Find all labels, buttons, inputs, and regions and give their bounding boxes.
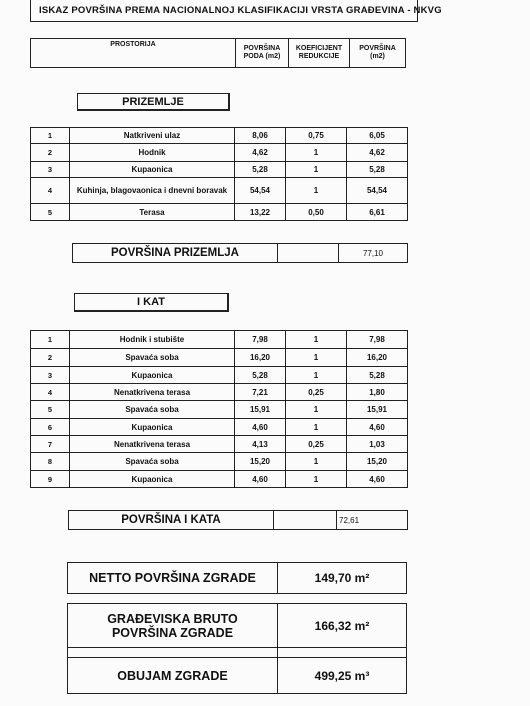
row-number: 5	[31, 401, 70, 419]
row-number: 2	[31, 349, 70, 367]
room-name: Kupaonica	[70, 162, 235, 178]
floor-area: 4,60	[235, 471, 286, 488]
document-title: ISKAZ POVRŠINA PREMA NACIONALNOJ KLASIFIKACIJI VRSTA GRAĐEVINA - NKVG	[30, 0, 418, 22]
table-row	[31, 162, 408, 178]
reduction-coefficient: 1	[286, 401, 347, 419]
table-row	[31, 419, 408, 436]
table-row	[31, 401, 408, 419]
net-area: 5,28	[347, 162, 408, 178]
table-row	[31, 349, 408, 367]
room-name: Spavaća soba	[70, 453, 235, 471]
netto-value: 149,70 m²	[278, 563, 407, 594]
header-koeficijent: KOEFICIJENT REDUKCIJE	[289, 39, 350, 68]
net-area: 54,54	[347, 178, 408, 204]
netto-label: NETTO POVRŠINA ZGRADE	[68, 563, 278, 594]
row-number: 1	[31, 128, 70, 144]
floor-area: 54,54	[235, 178, 286, 204]
floor-area: 8,06	[235, 128, 286, 144]
reduction-coefficient: 1	[286, 162, 347, 178]
reduction-coefficient: 1	[286, 331, 347, 349]
net-area: 1,03	[347, 436, 408, 453]
obujam-label: OBUJAM ZGRADE	[68, 658, 278, 694]
floor-area: 7,98	[235, 331, 286, 349]
floor-area: 5,28	[235, 367, 286, 384]
room-name: Nenatkrivena terasa	[70, 384, 235, 401]
reduction-coefficient: 1	[286, 178, 347, 204]
floor-area: 4,13	[235, 436, 286, 453]
table-row	[31, 384, 408, 401]
totals-gap-left	[68, 594, 278, 604]
room-name: Kupaonica	[70, 471, 235, 488]
floor-area: 5,28	[235, 162, 286, 178]
row-number: 7	[31, 436, 70, 453]
room-name: Hodnik	[70, 144, 235, 162]
room-name: Nenatkrivena terasa	[70, 436, 235, 453]
row-number: 2	[31, 144, 70, 162]
table-row	[31, 178, 408, 204]
table-row	[31, 471, 408, 488]
floor-area: 7,21	[235, 384, 286, 401]
totals-gap-left-2	[68, 648, 278, 658]
kat-table	[30, 330, 408, 488]
table-row	[31, 453, 408, 471]
row-number: 6	[31, 419, 70, 436]
net-area: 6,05	[347, 128, 408, 144]
net-area: 16,20	[347, 349, 408, 367]
net-area: 1,80	[347, 384, 408, 401]
room-name: Kupaonica	[70, 419, 235, 436]
room-name: Spavaća soba	[70, 349, 235, 367]
floor-area: 4,60	[235, 419, 286, 436]
reduction-coefficient: 0,50	[286, 204, 347, 221]
header-povrsina: POVRŠINA (m2)	[350, 39, 406, 68]
kat-sum-spacer	[274, 511, 337, 530]
net-area: 4,62	[347, 144, 408, 162]
reduction-coefficient: 1	[286, 453, 347, 471]
floor-area: 15,20	[235, 453, 286, 471]
prizemlje-sum-value: 77,10	[339, 244, 408, 263]
room-name: Kuhinja, blagovaonica i dnevni boravak	[70, 178, 235, 204]
floor-area: 15,91	[235, 401, 286, 419]
net-area: 7,98	[347, 331, 408, 349]
totals-gap-right	[278, 594, 407, 604]
prizemlje-sum	[72, 243, 408, 263]
reduction-coefficient: 0,25	[286, 436, 347, 453]
kat-sum-value: 72,61	[337, 511, 408, 530]
row-number: 1	[31, 331, 70, 349]
table-row	[31, 436, 408, 453]
net-area: 5,28	[347, 367, 408, 384]
table-row	[31, 128, 408, 144]
net-area: 4,60	[347, 471, 408, 488]
kat-sum	[68, 510, 408, 530]
section-heading-prizemlje: PRIZEMLJE	[77, 93, 230, 111]
table-row	[31, 367, 408, 384]
floor-area: 13,22	[235, 204, 286, 221]
bruto-label-line2: POVRŠINA ZGRADE	[111, 625, 234, 640]
table-row	[31, 144, 408, 162]
bruto-label-line1: GRAĐEVISKA BRUTO	[107, 611, 238, 626]
row-number: 4	[31, 178, 70, 204]
row-number: 4	[31, 384, 70, 401]
bruto-label	[68, 604, 278, 648]
totals-table	[67, 562, 407, 694]
reduction-coefficient: 0,75	[286, 128, 347, 144]
room-name: Hodnik i stubište	[70, 331, 235, 349]
header-povrsina-poda: POVRŠINA PODA (m2)	[236, 39, 289, 68]
room-name: Natkriveni ulaz	[70, 128, 235, 144]
floor-area: 4,62	[235, 144, 286, 162]
row-number: 9	[31, 471, 70, 488]
reduction-coefficient: 0,25	[286, 384, 347, 401]
header-prostorija: PROSTORIJA	[31, 39, 236, 68]
reduction-coefficient: 1	[286, 144, 347, 162]
net-area: 15,91	[347, 401, 408, 419]
bruto-value: 166,32 m²	[278, 604, 407, 648]
row-number: 3	[31, 162, 70, 178]
prizemlje-table	[30, 127, 408, 221]
totals-gap-right-2	[278, 648, 407, 658]
room-name: Kupaonica	[70, 367, 235, 384]
row-number: 3	[31, 367, 70, 384]
reduction-coefficient: 1	[286, 471, 347, 488]
table-row	[31, 204, 408, 221]
section-heading-kat: I KAT	[74, 293, 229, 312]
reduction-coefficient: 1	[286, 349, 347, 367]
table-row	[31, 331, 408, 349]
obujam-value: 499,25 m³	[278, 658, 407, 694]
row-number: 5	[31, 204, 70, 221]
kat-sum-label: POVRŠINA I KATA	[69, 511, 274, 530]
net-area: 4,60	[347, 419, 408, 436]
reduction-coefficient: 1	[286, 419, 347, 436]
floor-area: 16,20	[235, 349, 286, 367]
row-number: 8	[31, 453, 70, 471]
prizemlje-sum-label: POVRŠINA PRIZEMLJA	[73, 244, 278, 263]
room-name: Spavaća soba	[70, 401, 235, 419]
column-header	[30, 38, 406, 68]
room-name: Terasa	[70, 204, 235, 221]
reduction-coefficient: 1	[286, 367, 347, 384]
net-area: 6,61	[347, 204, 408, 221]
net-area: 15,20	[347, 453, 408, 471]
prizemlje-sum-spacer	[278, 244, 339, 263]
